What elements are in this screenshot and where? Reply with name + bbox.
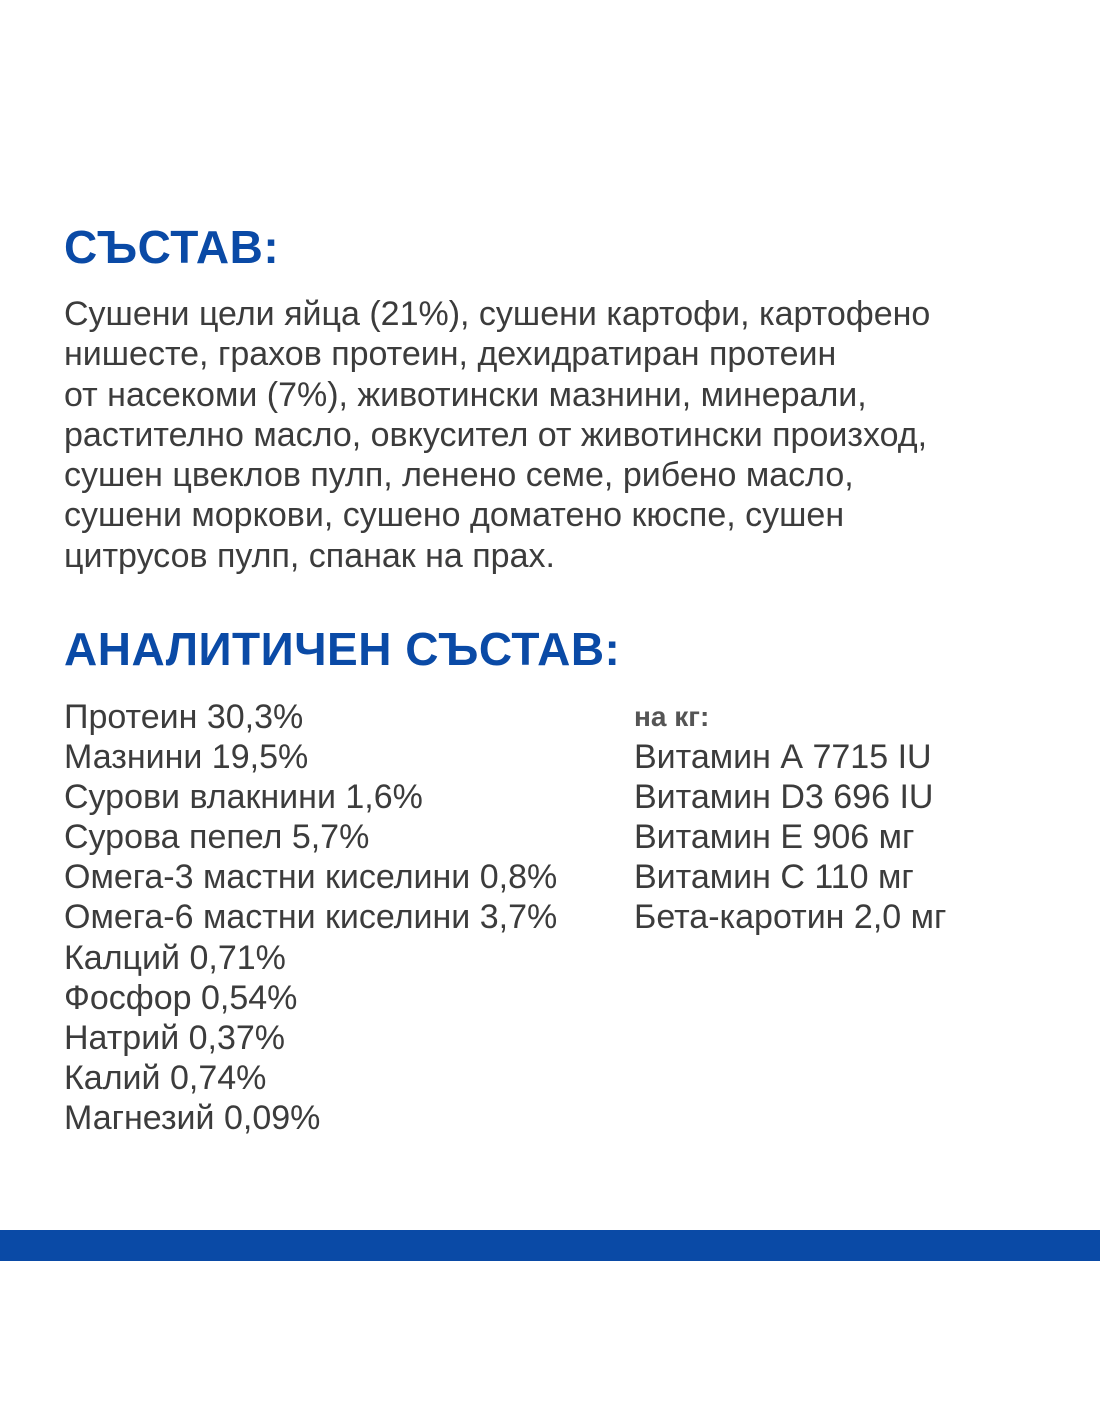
ingredients-line: нишесте, грахов протеин, дехидратиран протеин (64, 335, 837, 374)
ingredients-line: сушени моркови, сушено доматено кюспе, сушен (64, 496, 845, 535)
nutrient-phosphorus: Фосфор 0,54% (64, 978, 298, 1017)
analytical-composition-heading: АНАЛИТИЧЕН СЪСТАВ: (64, 623, 621, 675)
nutrient-fat: Мазнини 19,5% (64, 738, 309, 777)
vitamin-e: Витамин Е 906 мг (634, 818, 915, 857)
vitamin-a: Витамин А 7715 IU (634, 738, 932, 777)
ingredients-line: Сушени цели яйца (21%), сушени картофи, картофено (64, 295, 931, 333)
nutrient-potassium: Калий 0,74% (64, 1058, 267, 1097)
vitamin-c: Витамин С 110 мг (634, 858, 914, 897)
nutrient-protein: Протеин 30,3% (64, 698, 304, 736)
ingredients-line: растително масло, овкусител от животински произход, (64, 415, 928, 454)
nutrient-sodium: Натрий 0,37% (64, 1018, 286, 1057)
nutrient-omega-3: Омега-3 мастни киселини 0,8% (64, 858, 558, 897)
vitamin-list (634, 697, 946, 938)
ingredients-text (64, 294, 1094, 576)
ingredients-line: от насекоми (7%), животински мазнини, минерали, (64, 375, 867, 414)
nutrient-crude-fibre: Сурови влакнини 1,6% (64, 778, 423, 817)
nutrient-omega-6: Омега-6 мастни киселини 3,7% (64, 898, 558, 937)
vitamin-d3: Витамин D3 696 IU (634, 778, 934, 817)
nutrient-list (64, 697, 557, 1138)
ingredients-line: сушен цвеклов пулп, ленено семе, рибено масло, (64, 456, 854, 495)
nutrient-calcium: Калций 0,71% (64, 938, 286, 977)
composition-heading: СЪСТАВ: (64, 221, 280, 273)
beta-carotene: Бета-каротин 2,0 мг (634, 898, 947, 937)
per-kg-subheading: на кг: (634, 701, 710, 732)
bottom-color-band (0, 1230, 1100, 1261)
nutrient-crude-ash: Сурова пепел 5,7% (64, 818, 370, 857)
nutrient-magnesium: Магнезий 0,09% (64, 1098, 321, 1137)
ingredients-line: цитрусов пулп, спанак на прах. (64, 536, 555, 575)
